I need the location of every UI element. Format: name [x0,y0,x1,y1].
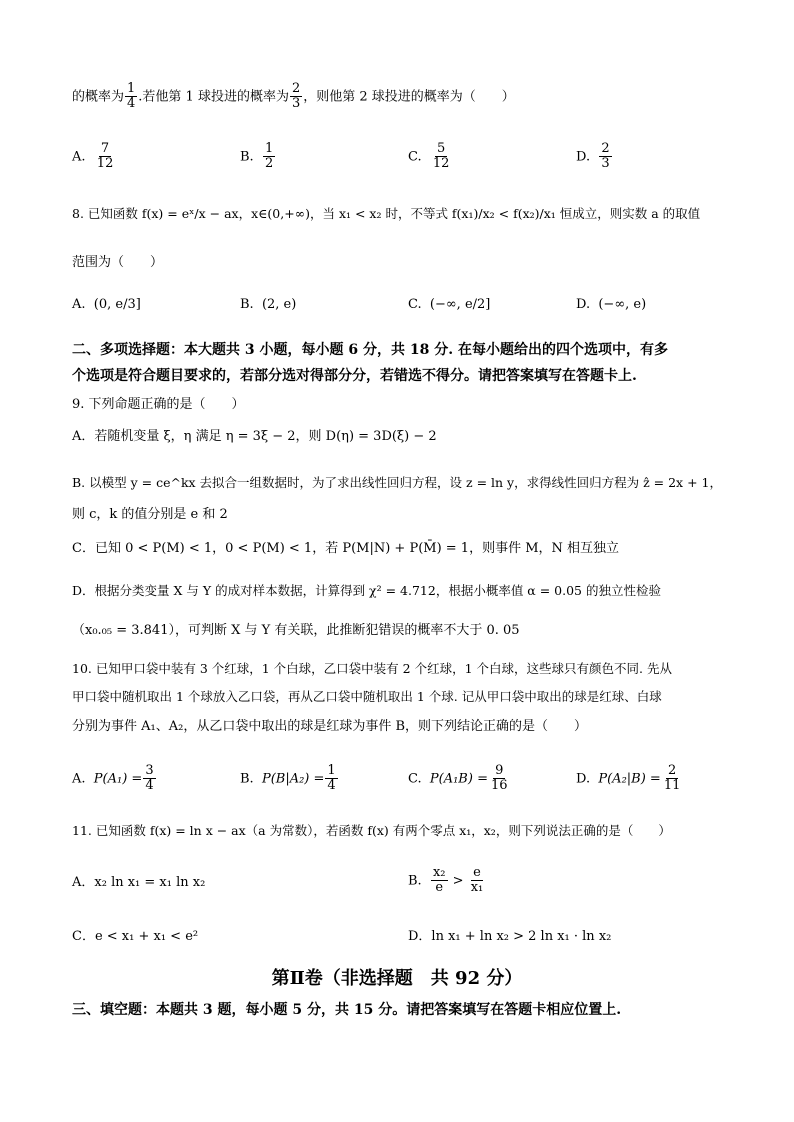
frac-num: 1 [327,763,336,778]
q7-option-a [72,142,116,172]
q8-stem-line1: 8. 已知函数 f(x) = eˣ/x − ax，x∈(0,+∞)，当 x₁ < x₂ 时，不等式 f(x₁)/x₂ < f(x₂)/x₁ 恒成立，则实数 a 的取值 [72,206,701,221]
q11-option-a: A．x₂ ln x₁ = x₁ ln x₂ [72,875,206,890]
option-fraction [263,142,275,172]
option-label: D. [576,149,591,165]
q10-option-c [408,764,511,794]
q11-option-c: C．e < x₁ + x₁ < e² [72,929,199,944]
frac-num: 2 [667,763,677,778]
option-label: B. [240,149,254,165]
q7-stem-line [72,82,515,112]
option-fraction [431,142,452,172]
frac-num: 1 [264,141,274,156]
part2-title: 第Ⅱ卷（非选择题 共 92 分） [271,968,523,989]
option-label: C. [408,297,422,312]
q7-frac2-den: 3 [291,96,301,112]
option-operator: > [452,873,464,889]
frac-den: 4 [327,778,336,794]
q8-option-b [240,296,296,314]
option-expr: P(B|A₂) = [261,771,325,787]
option-fraction-right [469,866,486,896]
frac-den: 4 [145,778,154,794]
q7-fraction-1 [125,82,137,112]
frac-den: 16 [490,778,508,794]
option-fraction [325,764,337,794]
q8-option-d [576,296,646,314]
option-fraction [489,764,510,794]
q11-option-b [408,866,486,896]
frac-den: 3 [601,156,610,172]
frac-num: 7 [100,141,110,156]
option-fraction [662,764,683,794]
q7-text-3: ，则他第 2 球投进的概率为（ ） [303,89,515,105]
q9-stem: 9. 下列命题正确的是（ ） [72,397,245,412]
q9-option-b-line2: 则 c，k 的值分别是 e 和 2 [72,507,228,522]
option-fraction [95,142,116,172]
option-label: B. [240,297,254,312]
section2-header-line1: 二、多项选择题：本大题共 3 小题，每小题 6 分，共 18 分. 在每小题给出的四个选项中，有多 [72,342,668,358]
option-label: D. [576,297,591,312]
option-text: (0, e/3] [93,297,141,312]
option-text: (−∞, e) [598,297,647,312]
option-expr: P(A₁) = [93,771,143,787]
q9-option-d-line2: （x₀.₀₅ = 3.841），可判断 X 与 Y 有关联，此推断犯错误的概率不大于 0. 05 [72,623,520,638]
q7-fraction-2 [290,82,302,112]
option-label: B. [408,873,422,889]
q10-stem-line3: 分别为事件 A₁、A₂，从乙口袋中取出的球是红球为事件 B，则下列结论正确的是（ ） [72,719,588,734]
q10-option-a [72,764,157,794]
option-fraction [143,764,155,794]
frac-num: x₂ [432,865,446,880]
q7-text-2: .若他第 1 球投进的概率为 [138,89,289,105]
q11-option-d: D．ln x₁ + ln x₂ > 2 ln x₁ · ln x₂ [408,929,612,944]
option-label: B. [240,771,254,787]
q7-option-b [240,142,276,172]
q7-option-c [408,142,452,172]
frac-den: 11 [663,778,681,794]
q10-stem-line2: 甲口袋中随机取出 1 个球放入乙口袋，再从乙口袋中随机取出 1 个球. 记从甲口袋中取出的球是红球、白球 [72,689,662,704]
q8-stem-line2: 范围为（ ） [72,255,164,270]
q9-option-b-line1: B. 以模型 y = ce^kx 去拟合一组数据时，为了求出线性回归方程，设 z = ln y，求得线性回归方程为 ẑ = 2x + 1， [72,475,722,490]
option-label: C. [408,149,422,165]
q7-frac2-num: 2 [291,81,301,96]
option-label: D. [576,771,591,787]
frac-den: 2 [264,156,274,172]
q9-option-c: C．已知 0 < P(M) < 1，0 < P(M) < 1，若 P(M|N) + P(M̄) = 1，则事件 M，N 相互独立 [72,541,620,556]
q7-text-1: 的概率为 [72,89,125,105]
section2-header-line2: 个选项是符合题目要求的，若部分选对得部分分，若错选不得分。请把答案填写在答题卡上. [72,368,637,384]
option-label: C. [408,771,422,787]
option-label: A. [72,297,86,312]
q9-option-d-line1: D．根据分类变量 X 与 Y 的成对样本数据，计算得到 χ² = 4.712，根据小概率值 α = 0.05 的独立性检验 [72,583,661,598]
option-fraction-left [431,866,448,896]
option-expr: P(A₂|B) = [598,771,661,787]
option-fraction [599,142,611,172]
frac-num: 5 [437,141,446,156]
frac-num: 2 [601,141,610,156]
option-text: (2, e) [261,297,297,312]
section3-header: 三、填空题：本题共 3 题，每小题 5 分，共 15 分。请把答案填写在答题卡相应位置上. [72,1002,622,1018]
frac-den: 12 [96,156,114,172]
frac-den: e [435,880,444,896]
option-text: (−∞, e/2] [429,297,491,312]
q7-option-d [576,142,613,172]
q7-frac1-num: 1 [127,81,136,96]
frac-num: 9 [495,763,504,778]
q8-option-a [72,296,141,314]
frac-den: 12 [432,156,450,172]
q10-stem-line1: 10. 已知甲口袋中装有 3 个红球，1 个白球，乙口袋中装有 2 个红球，1 个白球，这些球只有颜色不同. 先从 [72,661,672,676]
q7-frac1-den: 4 [127,96,136,112]
frac-num: e [473,865,481,880]
q8-option-c [408,296,490,314]
q10-option-b [240,764,339,794]
option-label: A. [72,771,86,787]
frac-den: x₁ [470,880,484,896]
q9-option-a: A．若随机变量 ξ，η 满足 η = 3ξ − 2，则 D(η) = 3D(ξ) − 2 [72,429,437,444]
option-expr: P(A₁B) = [429,771,488,787]
q11-stem: 11. 已知函数 f(x) = ln x − ax（a 为常数），若函数 f(x) 有两个零点 x₁，x₂，则下列说法正确的是（ ） [72,823,671,838]
frac-num: 3 [145,763,154,778]
q10-option-d [576,764,683,794]
option-label: A. [72,149,86,165]
